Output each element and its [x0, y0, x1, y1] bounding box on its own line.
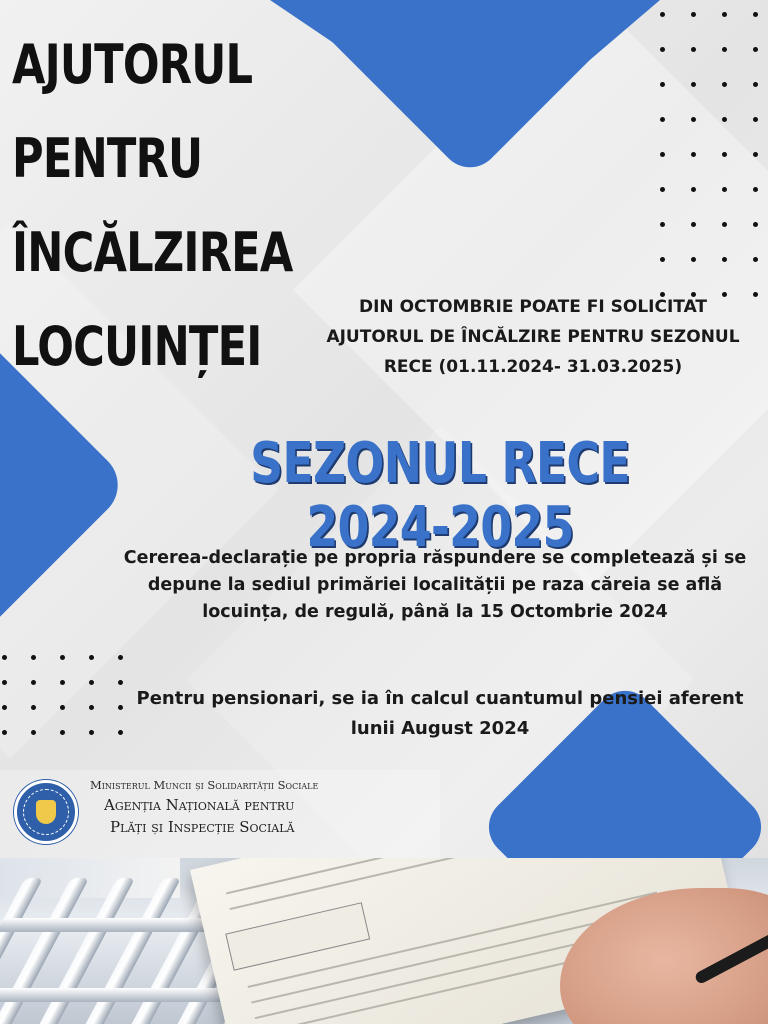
main-title	[12, 18, 293, 394]
ministry-name: Ministerul Muncii și Solidarității Sociale	[90, 778, 319, 792]
government-seal-icon	[14, 780, 78, 844]
application-info-paragraph: Cererea-declarație pe propria răspundere se completează și se depune la sediul primăriei localității pe raza căreia se află locuința, de regulă, până la 15 Octombrie 2024	[123, 548, 747, 622]
agency-name-line2: Plăți și Inspecție Socială	[110, 818, 295, 836]
season-heading: SEZONUL RECE 2024-2025	[250, 431, 630, 560]
title-line: ÎNCĂLZIREA	[12, 221, 293, 284]
dot-grid-top-right	[660, 12, 758, 297]
form-filling-photo	[0, 858, 768, 1024]
title-line: AJUTORUL	[12, 33, 253, 96]
subtitle: DIN OCTOMBRIE POATE FI SOLICITAT AJUTORUL DE ÎNCĂLZIRE PENTRU SEZONUL RECE (01.11.2024- 31.03.2025)	[326, 297, 740, 377]
dot-grid-left	[2, 655, 123, 735]
pension-info-paragraph: Pentru pensionari, se ia în calcul cuantumul pensiei aferent lunii August 2024	[136, 688, 744, 739]
title-line: PENTRU	[12, 127, 203, 190]
title-line: LOCUINȚEI	[12, 315, 262, 378]
agency-name-line1: Agenția Națională pentru	[104, 796, 295, 814]
